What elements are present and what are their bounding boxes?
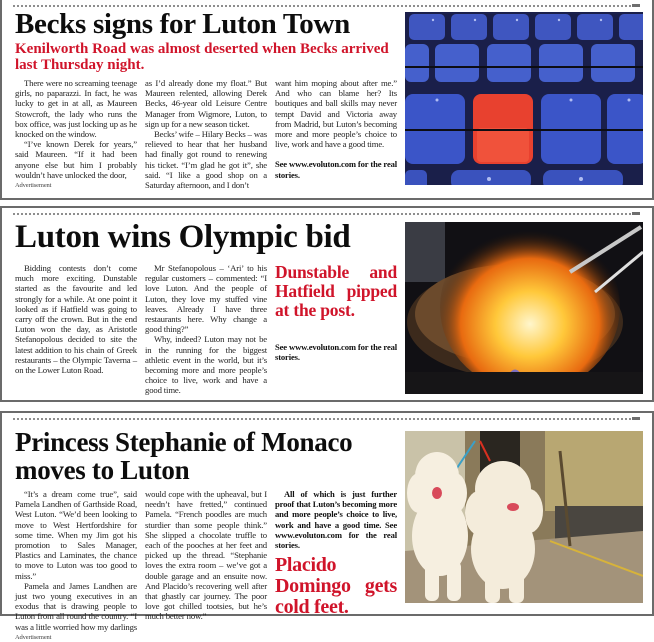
article-body (15, 428, 398, 642)
website-link-text[interactable]: See www.evoluton.com for the real stories. (275, 159, 397, 180)
article-column-1 (15, 489, 137, 642)
stadium-seats-photo (405, 12, 643, 185)
subhead: Kenilworth Road was almost deserted when Becks arrived last Thursday night. (15, 41, 389, 73)
article-column-3 (275, 263, 397, 396)
paragraph: Why, indeed? Luton may not be in the running for the biggest athletic event in the world, but it’s becoming more and more people’s choice to live, work and have a good time. (145, 334, 267, 396)
red-callout: Dunstable and Hatfield pipped at the post. (275, 262, 397, 320)
article-body (15, 10, 398, 190)
article-column-1 (15, 78, 137, 190)
paragraph: Bidding contests don’t come much more exciting. Dunstable started as the favourite and led strongly for a while. At one point it looked as if Hatfield was going to carry off the crown. But in the end Luton won the day, as Aristotle Stefanopolous decided to site the latest addition to his chain of Greek restaurants – the Olympic Taverna – on the Lower Luton Road. (15, 263, 137, 376)
paragraph: “I’ve known Derek for years,” said Maureen. “If it had been anyone else but him I probably wouldn’t have unlocked the door, (15, 139, 137, 180)
paragraph: Pamela and James Landhen are just two young executives in an exodus that is drawing people to Luton from all round the country. “I was a little worried how my darlings (15, 580, 137, 632)
dotted-rule (12, 5, 640, 7)
paragraph: Mr Stefanopolous – ‘Ari’ to his regular customers – commented: “I love Luton. And the people of Luton, they love my stuffed vine leaves. Already I have three restaurants here. Why change a good thing?” (145, 263, 267, 335)
dotted-rule (12, 418, 640, 420)
article-column-1 (15, 263, 137, 396)
paragraph: There were no screaming teenage girls, no paparazzi. In fact, he was lucky to get in at all, as Maureen Stowcroft, the lady who runs the box office, was just locking up as he knocked on the window. (15, 78, 137, 140)
article-columns (15, 263, 398, 396)
paragraph: as I’d already done my float.” But Maureen relented, allowing Derek Becks, 46-year old Leisure Centre Manager from Wigmore, Luton, to sign up for a new season ticket. (145, 78, 267, 129)
paragraph: Becks’ wife – Hilary Becks – was relieved to hear that her husband had finally got round to renewing his ticket. “I’m glad he got it”, she said. “I like a good shop on a Saturday afternoon, and I don’t (145, 129, 267, 191)
headline: Becks signs for Luton Town (15, 8, 350, 40)
article-columns (15, 489, 398, 642)
website-link-text[interactable]: All of which is just further proof that Luton’s becoming more and more people’s choice to live, work and have a good time. See www.evoluton.com for the real stories. (275, 489, 397, 551)
stadium-seats-image (405, 12, 643, 185)
headline: Luton wins Olympic bid (15, 219, 351, 255)
flaming-wok-photo (405, 222, 643, 394)
flaming-wok-image (405, 222, 643, 394)
dotted-rule (12, 213, 640, 215)
paragraph: would cope with the upheaval, but I needn’t have fretted,” continued Pamela. “French poodles are much sturdier than some people think.” She slipped a chocolate truffle to each of the pooches at her feet and picked up the thread. “Stephanie loves the extra room – we’ve got a double garage and an ensuite now. And Placido’s recovering well after that ghastly car journey. The poor love got chilled tootsies, but he’s much better now.” (145, 489, 267, 622)
ad-panel-olympic (0, 206, 654, 402)
advertisement-label: Advertisement (15, 633, 52, 641)
article-column-2 (145, 489, 267, 642)
poodles-photo (405, 431, 643, 603)
paragraph: want him moping about after me.” And who can blame her? Its boutiques and ball skills may never tempt David and Victoria away from Madrid, but Luton’s becoming more and more people’s choice to live, work and have a good time. (275, 78, 397, 150)
dotted-rule-end (632, 4, 640, 7)
article-column-2 (145, 78, 267, 190)
website-link-text[interactable]: See www.evoluton.com for the real stories. (275, 342, 397, 363)
ad-panel-becks (0, 0, 654, 200)
headline: Princess Stephanie of Monaco moves to Luton (15, 427, 353, 485)
poodles-image (405, 431, 643, 603)
advertisement-label: Advertisement (15, 182, 52, 190)
article-column-3 (275, 489, 397, 642)
article-column-3 (275, 78, 397, 190)
dotted-rule-end (632, 417, 640, 420)
ad-panel-stephanie (0, 411, 654, 641)
paragraph: “It’s a dream come true”, said Pamela Landhen of Garthside Road, West Luton. “We’d been looking to move to West Hertfordshire for some time. When my Jim got his promotion to Sales Manager, Plastics and Laminates, the chance to move to Luton was too good to miss.” (15, 489, 137, 581)
dotted-rule-end (632, 212, 640, 215)
article-body (15, 221, 398, 396)
article-column-2 (145, 263, 267, 396)
article-columns (15, 78, 398, 190)
red-callout: Placido Domingo gets cold feet. (275, 554, 397, 619)
